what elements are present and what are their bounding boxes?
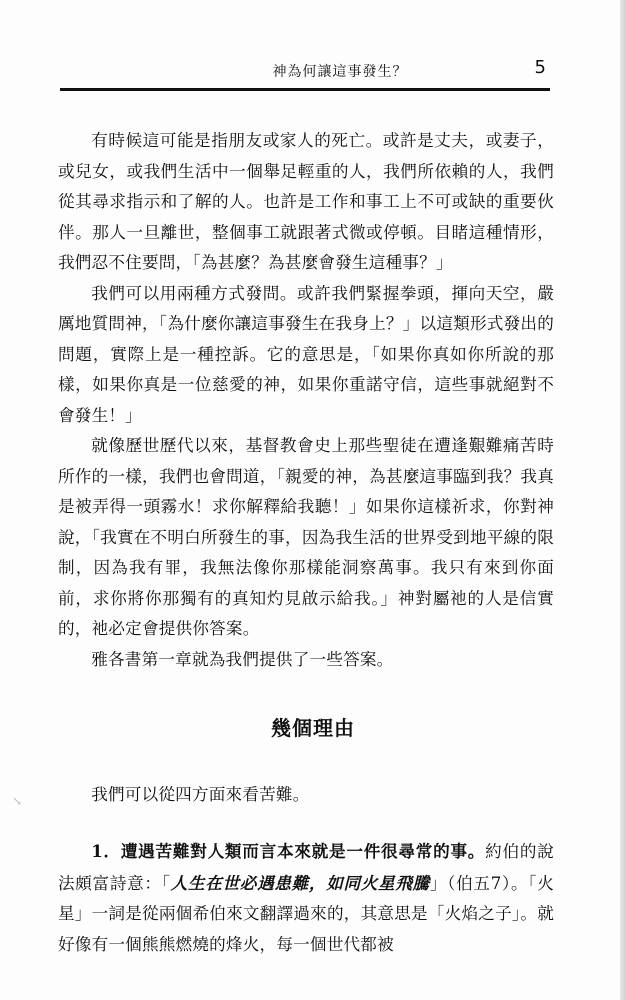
point-lead: 1．遭遇苦難對人類而言本來就是一件很尋常的事。 <box>91 841 486 861</box>
point-paragraph <box>58 836 554 960</box>
point-text: 約伯的說法頗富詩意：「 <box>58 842 554 893</box>
paragraph: 有時候這可能是指朋友或家人的死亡。或許是丈夫，或妻子，或兒女，或我們生活中一個舉足輕重的人，我們所依賴的人，我們從其尋求指示和了解的人。也許是工作和事工上不可或缺的重要伙伴。那人一旦離世，整個事工就跟著式微或停頓。目睹這種情形，我們忍不住要問，「為甚麼？為甚麼會發生這種事？」 <box>58 131 554 272</box>
scripture-quote: 人生在世必遇患難，如同火星飛騰 <box>170 872 430 893</box>
running-title: 神為何讓這事發生？ <box>272 64 408 80</box>
scan-mark: ↘ <box>12 794 23 808</box>
section-intro-block <box>58 780 554 811</box>
point-text-cont: 」（伯五7）。「火星」一詞是從兩個希伯來文翻譯過來的，其意思是「火焰之子」。就好像有一個熊熊燃燒的烽火，每一個世代都被 <box>58 873 554 954</box>
header-rule <box>60 88 550 91</box>
paragraph: 雅各書第一章就為我們提供了一些答案。 <box>91 649 394 669</box>
paragraph: 我們可以用兩種方式發問。或許我們緊握拳頭，揮向天空，嚴厲地質問神，「為什麼你讓這事發生在我身上？」以這類形式發出的問題，實際上是一種控訴。它的意思是，「如果你真如你所說的那樣，如果你真是一位慈愛的神，如果你重諾守信，這些事就絕對不會發生！」 <box>58 283 554 425</box>
page-number: 5 <box>534 57 546 78</box>
point-block <box>58 836 554 960</box>
section-heading: 幾個理由 <box>271 716 355 740</box>
paragraph: 就像歷世歷代以來，基督教會史上那些聖徒在遭逢艱難痛苦時所作的一樣，我們也會問道，「親愛的神，為甚麼這事臨到我？我真是被弄得一頭霧水！求你解釋給我聽！」如果你這樣祈求，你對神說，「我實在不明白所發生的事，因為我生活的世界受到地平線的限制，因為我有罪，我無法像你那樣能洞察萬事。我只有來到你面前，求你將你那獨有的真知灼見啟示給我。」神對屬祂的人是信實的，祂必定會提供你答案。 <box>58 436 554 638</box>
page-edge-shadow <box>620 0 626 1000</box>
running-head <box>60 55 560 85</box>
section-intro: 我們可以從四方面來看苦難。 <box>91 785 310 804</box>
body-text-block <box>58 126 554 675</box>
